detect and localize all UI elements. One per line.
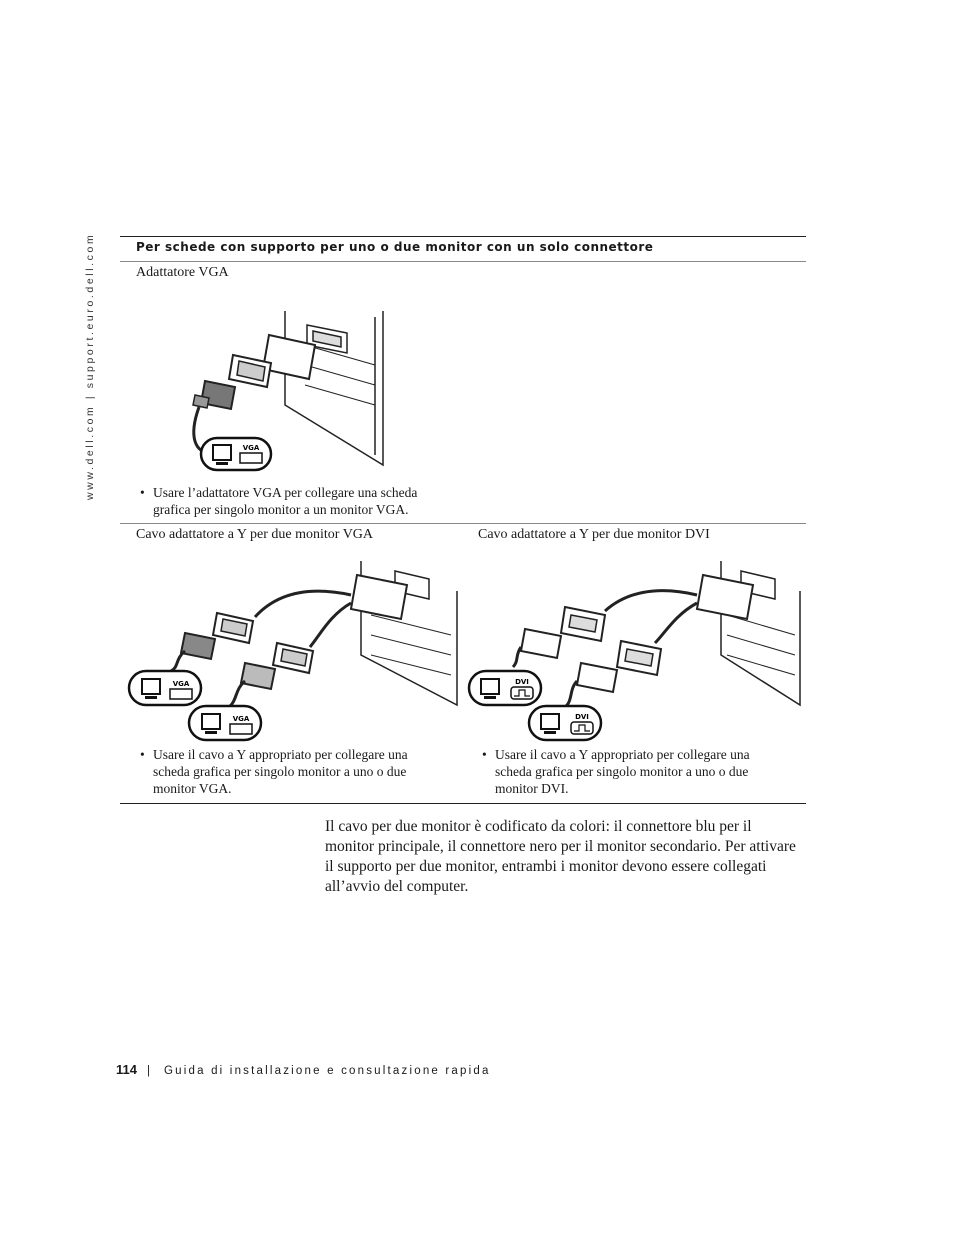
y-dvi-badge-2-text: DVI	[575, 713, 589, 721]
y-dvi-badge-1-text: DVI	[515, 678, 529, 686]
table-header-rule	[120, 261, 806, 262]
y-dvi-label: Cavo adattatore a Y per due monitor DVI	[478, 527, 710, 542]
vga-adapter-label: Adattatore VGA	[136, 265, 229, 280]
monitor-icon	[202, 714, 220, 729]
vga-port-icon	[240, 453, 262, 463]
vga-port-icon	[230, 724, 252, 734]
vga-adapter-badge-text: VGA	[242, 444, 260, 452]
table-title: Per schede con supporto per uno o due monitor con un solo connettore	[136, 240, 654, 254]
side-url	[84, 225, 100, 500]
dvi-port-icon	[571, 722, 593, 734]
y-vga-badge-2-text: VGA	[232, 715, 250, 723]
dvi-port-icon	[511, 687, 533, 699]
body-line: monitor principale, il connettore nero per il monitor secondario. Per attivare	[325, 838, 796, 855]
vga-port-badge	[129, 671, 201, 705]
y-vga-label: Cavo adattatore a Y per due monitor VGA	[136, 527, 374, 542]
monitor-icon	[481, 679, 499, 694]
y-dvi-illustration	[465, 555, 805, 745]
vga-adapter-illustration	[185, 305, 400, 475]
side-url-text: www.dell.com | support.euro.dell.com	[84, 232, 96, 500]
vga-port-badge	[189, 706, 261, 740]
table-top-rule	[120, 236, 806, 237]
footer-separator: |	[146, 1065, 150, 1077]
page-footer	[116, 1062, 491, 1077]
monitor-icon	[213, 445, 231, 460]
body-paragraph	[325, 817, 815, 897]
monitor-icon	[541, 714, 559, 729]
body-line: il supporto per due monitor, entrambi i monitor devono essere collegati	[325, 858, 767, 875]
y-vga-bullet: • Usare il cavo a Y appropriato per collegare una scheda grafica per singolo monitor a uno o due monitor VGA.	[140, 747, 408, 796]
guide-title: Guida di installazione e consultazione rapida	[163, 1065, 491, 1077]
page-number: 114	[116, 1062, 137, 1077]
y-vga-illustration	[125, 555, 460, 745]
y-dvi-bullet: • Usare il cavo a Y appropriato per collegare una scheda grafica per singolo monitor a uno o due monitor DVI.	[482, 747, 750, 796]
body-line: all’avvio del computer.	[325, 878, 469, 895]
y-vga-badge-1-text: VGA	[172, 680, 190, 688]
vga-adapter-bullet: • Usare l’adattatore VGA per collegare una scheda grafica per singolo monitor a un monitor VGA.	[140, 485, 418, 517]
body-line: Il cavo per due monitor è codificato da colori: il connettore blu per il	[325, 818, 752, 835]
monitor-icon	[142, 679, 160, 694]
table-bottom-rule	[120, 803, 806, 804]
table-row-rule	[120, 523, 806, 524]
vga-port-icon	[170, 689, 192, 699]
